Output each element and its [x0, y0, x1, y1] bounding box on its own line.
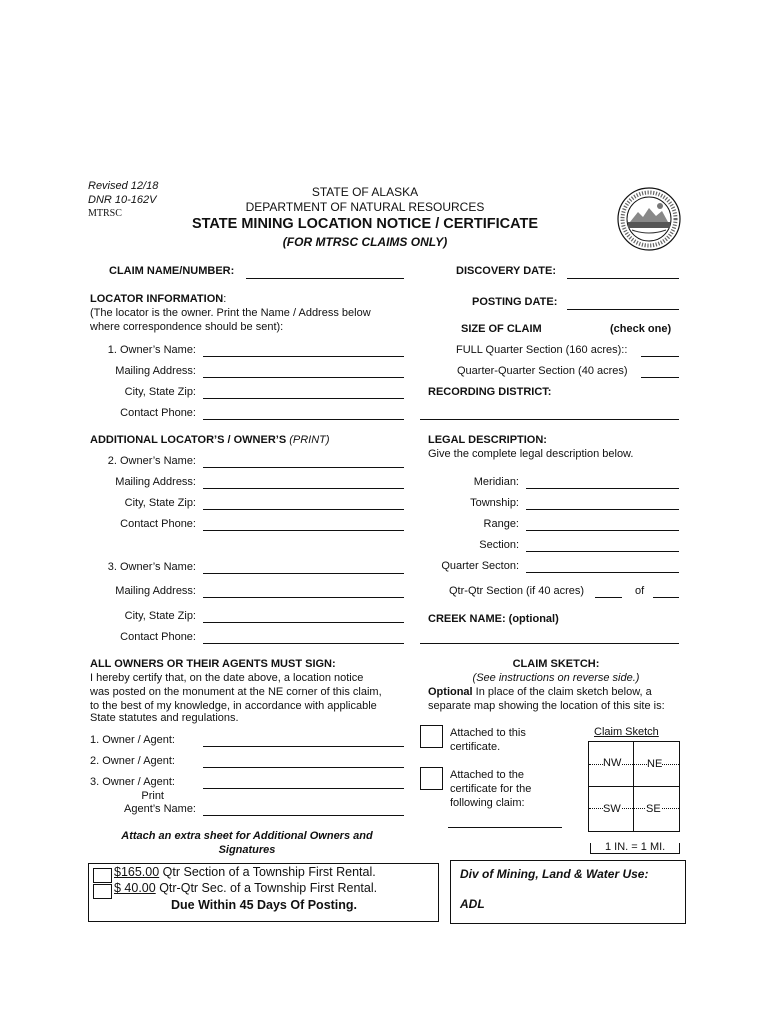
attach-note-line2: Signatures — [218, 844, 276, 856]
fee2-row: $ 40.00 Qtr-Qtr Sec. of a Township First Rental. — [114, 881, 378, 895]
certify-line2: was posted on the monument at the NE corner of this claim, — [90, 686, 382, 698]
claim-sketch-grid[interactable] — [588, 741, 680, 832]
certify-line4: State statutes and regulations. — [90, 712, 239, 724]
owner3-phone-field[interactable] — [203, 643, 404, 644]
owner1-name-field[interactable] — [203, 356, 404, 357]
page-subtitle: (FOR MTRSC CLAIMS ONLY) — [282, 235, 448, 249]
qtr-qtr-check-field[interactable] — [641, 377, 679, 378]
additional-heading: ADDITIONAL LOCATOR’S / OWNER’S (PRINT) — [90, 434, 330, 446]
owner2-name-field[interactable] — [203, 467, 404, 468]
of-label: of — [635, 585, 645, 597]
claim-sketch-heading: CLAIM SKETCH: — [512, 658, 600, 670]
sw-label: SW — [603, 803, 621, 815]
township-label: Township: — [470, 497, 519, 509]
meridian-label: Meridian: — [473, 476, 519, 488]
attached-following-checkbox[interactable] — [420, 767, 443, 790]
certify-line1: I hereby certify that, on the date above, a location notice — [90, 672, 364, 684]
full-quarter-check-field[interactable] — [641, 356, 679, 357]
owner2-mailing-label: Mailing Address: — [115, 476, 196, 488]
office-adl-label: ADL — [460, 897, 485, 911]
fee1-checkbox[interactable] — [93, 868, 112, 883]
claim-sketch-note: (See instructions on reverse side.) — [472, 672, 640, 684]
owner1-city-field[interactable] — [203, 398, 404, 399]
owner1-phone-field[interactable] — [203, 419, 404, 420]
check-one-label: (check one) — [610, 323, 672, 335]
attached-line2: certificate. — [450, 741, 501, 753]
sign-heading: ALL OWNERS OR THEIR AGENTS MUST SIGN: — [90, 658, 336, 670]
recording-district-field[interactable] — [420, 419, 679, 420]
attached-following-line3: following claim: — [450, 797, 525, 809]
fee2-checkbox[interactable] — [93, 884, 112, 899]
range-label: Range: — [483, 518, 519, 530]
agent2-signature-field[interactable] — [203, 767, 404, 768]
fee1-row: $165.00 Qtr Section of a Township First Rental. — [114, 865, 376, 879]
claim-name-field[interactable] — [246, 278, 404, 279]
page-title: STATE MINING LOCATION NOTICE / CERTIFICATE — [191, 216, 539, 232]
agent2-label: 2. Owner / Agent: — [90, 755, 175, 767]
agent1-label: 1. Owner / Agent: — [90, 734, 175, 746]
owner2-city-field[interactable] — [203, 509, 404, 510]
locator-note-line1: (The locator is the owner. Print the Name / Address below — [90, 307, 371, 319]
owner2-phone-field[interactable] — [203, 530, 404, 531]
form-code: MTRSC — [88, 208, 122, 219]
owner1-mailing-label: Mailing Address: — [115, 365, 196, 377]
attached-following-line1: Attached to the — [450, 769, 524, 781]
recording-district-label: RECORDING DISTRICT: — [428, 386, 552, 398]
owner3-name-label: 3. Owner’s Name: — [107, 561, 196, 573]
attached-line1: Attached to this — [450, 727, 526, 739]
owner1-phone-label: Contact Phone: — [120, 407, 196, 419]
creek-name-field[interactable] — [420, 643, 679, 644]
following-claim-field[interactable] — [448, 827, 562, 828]
posting-date-label: POSTING DATE: — [472, 296, 558, 308]
owner1-mailing-field[interactable] — [203, 377, 404, 378]
quarter-secton-field[interactable] — [526, 572, 679, 573]
certify-line3: to the best of my knowledge, in accordance with applicable — [90, 700, 377, 712]
owner3-name-field[interactable] — [203, 573, 404, 574]
qtr-qtr-section-field[interactable] — [595, 597, 622, 598]
discovery-date-label: DISCOVERY DATE: — [456, 265, 557, 277]
state-seal-icon — [616, 186, 682, 252]
owner3-mailing-label: Mailing Address: — [115, 585, 196, 597]
attached-checkbox[interactable] — [420, 725, 443, 748]
nw-label: NW — [603, 757, 622, 769]
section-label: Section: — [479, 539, 519, 551]
due-notice: Due Within 45 Days Of Posting. — [171, 898, 358, 912]
attached-following-line2: certificate for the — [450, 783, 532, 795]
qtr-qtr-label: Quarter-Quarter Section (40 acres) — [457, 365, 628, 377]
attach-note-line1: Attach an extra sheet for Additional Owners and — [121, 830, 373, 842]
department-name: DEPARTMENT OF NATURAL RESOURCES — [245, 200, 485, 214]
optional-text-line1: Optional In place of the claim sketch below, a — [428, 686, 652, 698]
qtr-qtr-section-label: Qtr-Qtr Section (if 40 acres) — [449, 585, 585, 597]
owner2-phone-label: Contact Phone: — [120, 518, 196, 530]
agents-name-field[interactable] — [203, 815, 404, 816]
legal-description-note: Give the complete legal description below. — [428, 448, 634, 460]
owner2-mailing-field[interactable] — [203, 488, 404, 489]
print-label: Print — [141, 790, 164, 802]
claim-name-label: CLAIM NAME/NUMBER: — [109, 265, 235, 277]
size-of-claim-label: SIZE OF CLAIM — [461, 323, 542, 335]
owner3-phone-label: Contact Phone: — [120, 631, 196, 643]
owner2-city-label: City, State Zip: — [124, 497, 196, 509]
ne-label: NE — [647, 758, 663, 770]
section-field[interactable] — [526, 551, 679, 552]
optional-text-line2: separate map showing the location of this site is: — [428, 700, 665, 712]
locator-note-line2: where correspondence should be sent): — [90, 321, 284, 333]
qtr-qtr-of-field[interactable] — [653, 597, 679, 598]
agent3-label: 3. Owner / Agent: — [90, 776, 175, 788]
owner1-city-label: City, State Zip: — [124, 386, 196, 398]
scale-label: 1 IN. = 1 MI. — [605, 841, 666, 853]
posting-date-field[interactable] — [567, 309, 679, 310]
sketch-horizontal-divider — [589, 786, 679, 787]
agent3-signature-field[interactable] — [203, 788, 404, 789]
full-quarter-label: FULL Quarter Section (160 acres):: — [456, 344, 628, 356]
legal-description-heading: LEGAL DESCRIPTION: — [428, 434, 547, 446]
revised-date: Revised 12/18 — [88, 180, 159, 192]
meridian-field[interactable] — [526, 488, 679, 489]
office-division-label: Div of Mining, Land & Water Use: — [460, 867, 649, 881]
range-field[interactable] — [526, 530, 679, 531]
creek-name-label: CREEK NAME: (optional) — [428, 613, 559, 625]
agents-name-label: Agent’s Name: — [124, 803, 196, 815]
state-name: STATE OF ALASKA — [311, 185, 419, 199]
se-label: SE — [646, 803, 661, 815]
owner2-name-label: 2. Owner’s Name: — [107, 455, 196, 467]
owner3-mailing-field[interactable] — [203, 597, 404, 598]
owner1-name-label: 1. Owner’s Name: — [107, 344, 196, 356]
township-field[interactable] — [526, 509, 679, 510]
owner3-city-field[interactable] — [203, 622, 404, 623]
form-number: DNR 10-162V — [88, 194, 157, 206]
discovery-date-field[interactable] — [567, 278, 679, 279]
owner3-city-label: City, State Zip: — [124, 610, 196, 622]
quarter-secton-label: Quarter Secton: — [441, 560, 519, 572]
locator-heading: LOCATOR INFORMATION: — [90, 293, 227, 305]
claim-sketch-label: Claim Sketch — [594, 726, 659, 738]
agent1-signature-field[interactable] — [203, 746, 404, 747]
